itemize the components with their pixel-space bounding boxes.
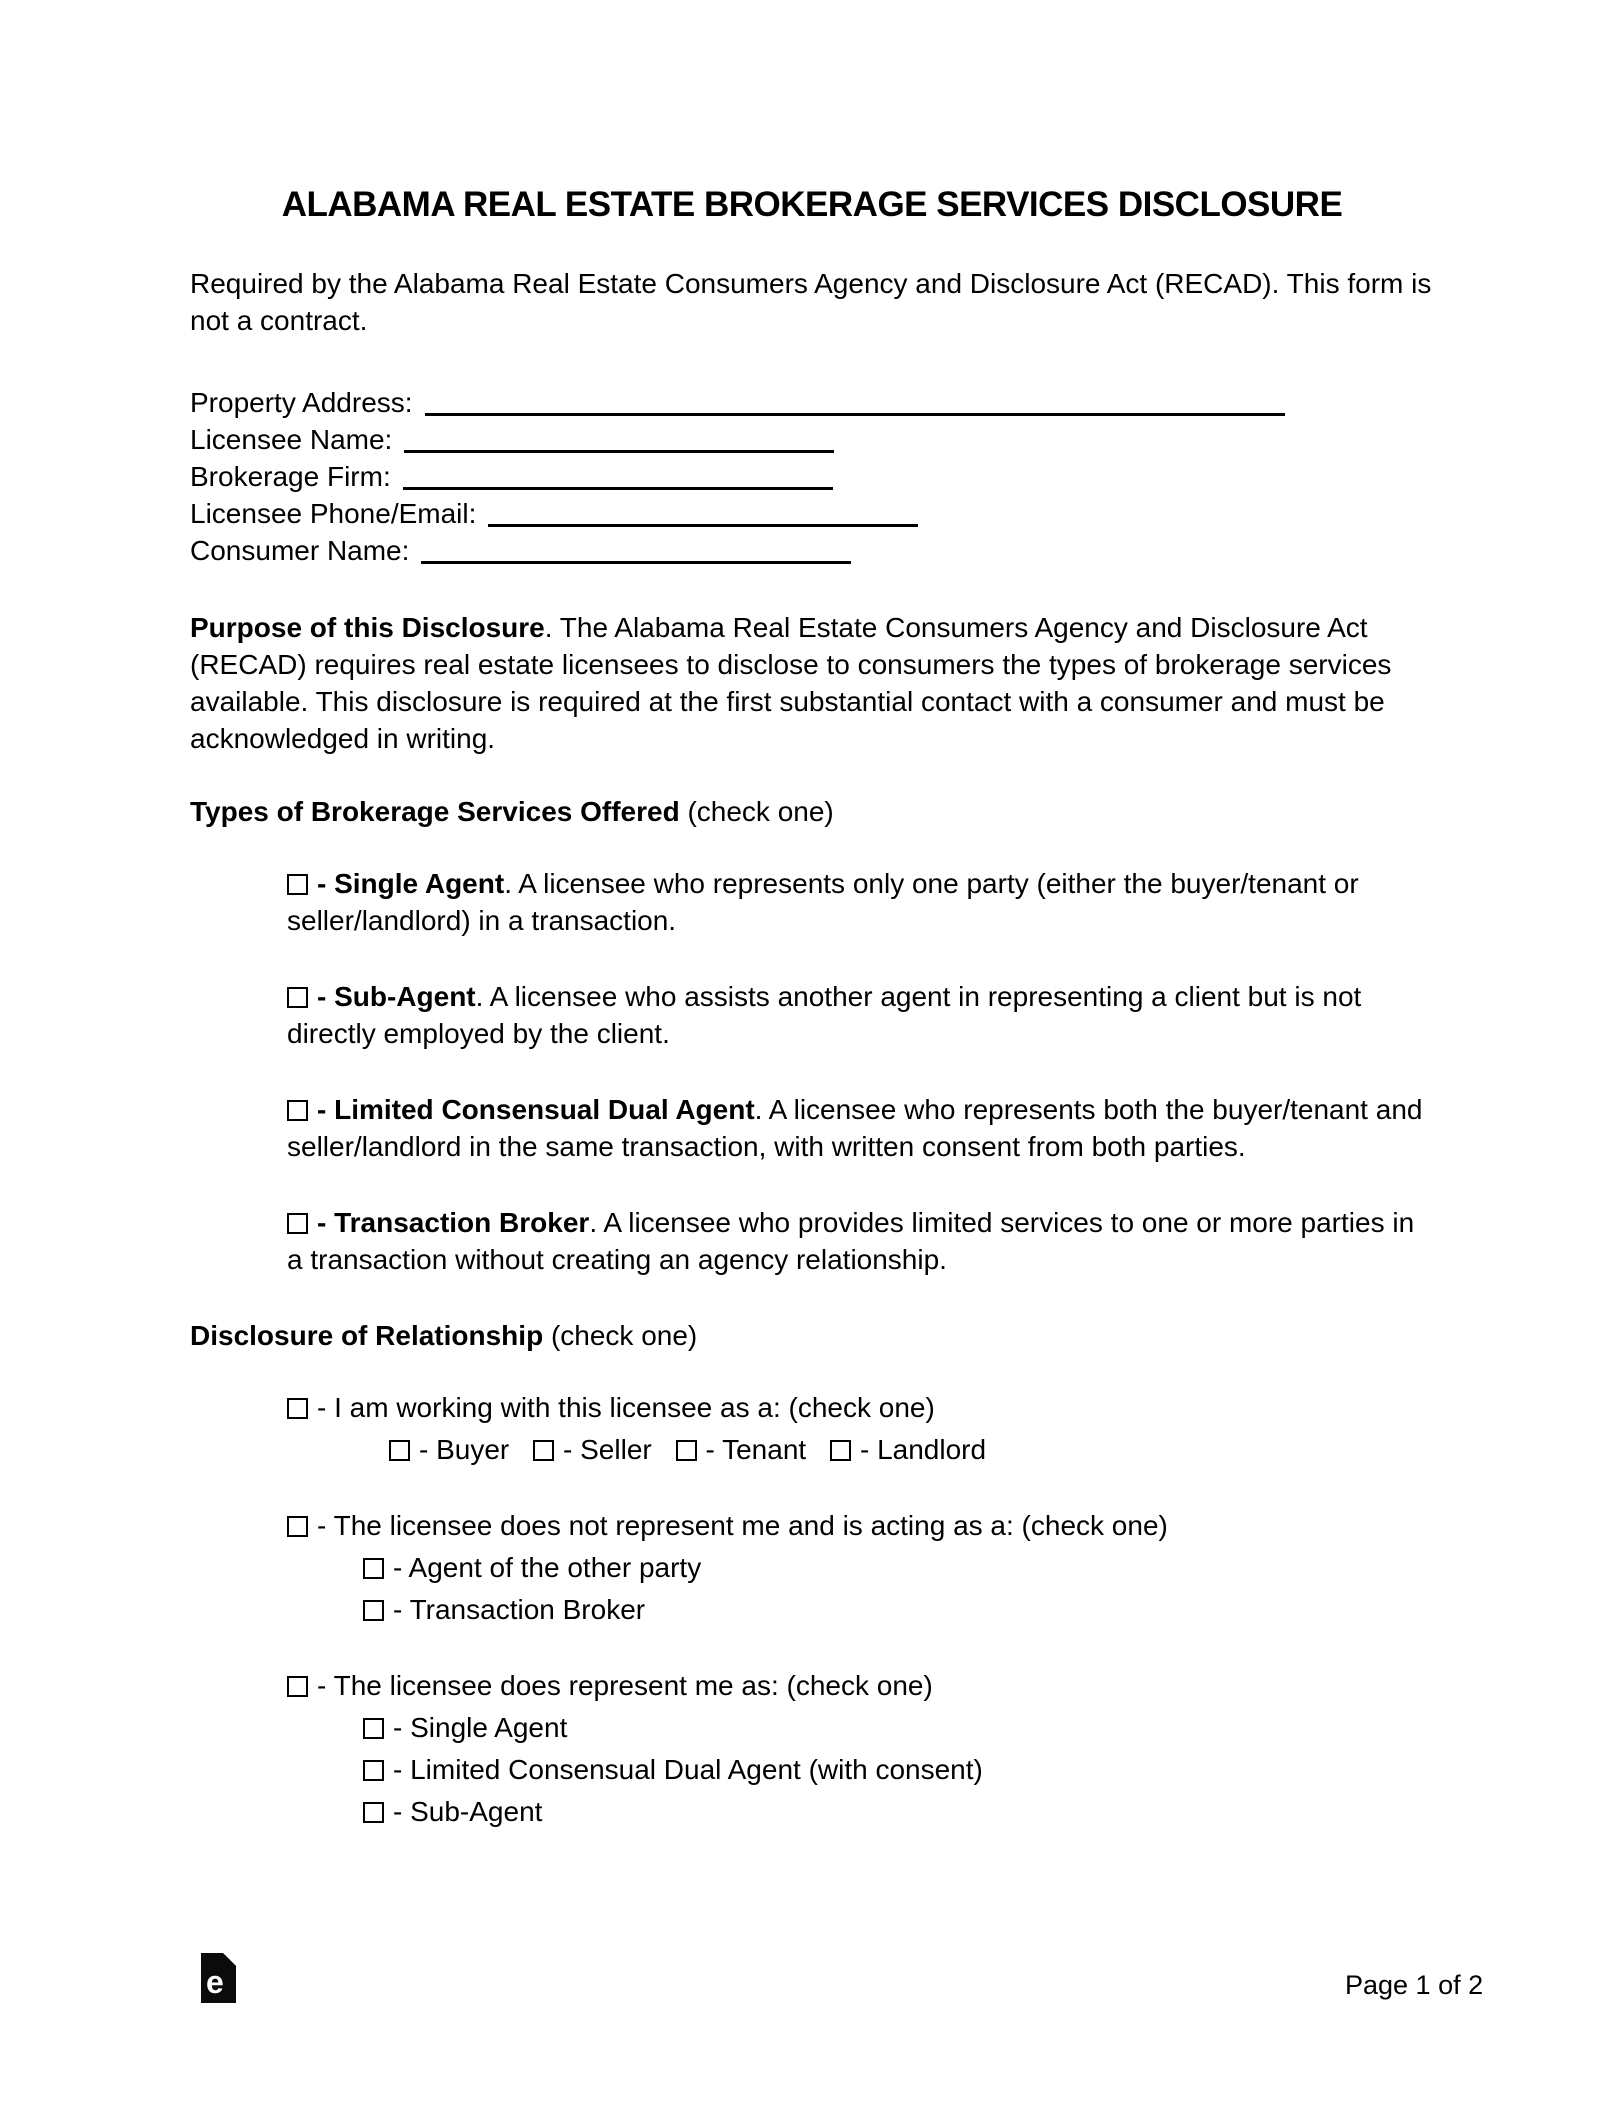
checkbox-tenant[interactable] [676,1440,697,1461]
field-property-address [190,384,1434,421]
service-name-sub-agent: - Sub-Agent [317,981,476,1012]
checkbox-agent-of-other-party[interactable] [363,1558,384,1579]
service-desc-transaction-broker: . A licensee who provides limited services to one or more parties in a transaction without creating an agency relationship. [287,1207,1415,1275]
suboption-sub-agent [190,1793,1434,1830]
purpose-heading: Purpose of this Disclosure [190,612,545,643]
option-not-represent-label: - The licensee does not represent me and is acting as a: (check one) [317,1510,1168,1541]
page-fold-flap-icon [225,1955,236,1966]
suboption-limited-consensual-dual-agent [190,1751,1434,1788]
relationship-option-represent [190,1667,1434,1830]
page-title: ALABAMA REAL ESTATE BROKERAGE SERVICES DISCLOSURE [281,185,1343,224]
field-label-licensee-name: Licensee Name: [190,424,393,455]
option-not-represent-row [190,1507,1434,1544]
page-number: Page 1 of 2 [1345,1970,1484,2000]
field-licensee-phone-email [190,495,1434,532]
services-heading-suffix: (check one) [679,796,834,827]
suboption-seller-label: - Seller [563,1434,652,1465]
checkbox-limited-consensual-dual-agent-sub[interactable] [363,1760,384,1781]
suboption-landlord-label: - Landlord [859,1434,987,1465]
service-option-sub-agent [190,978,1434,1052]
option-working-with-row [190,1389,1434,1426]
relationship-option-working-with [190,1389,1434,1468]
purpose-body: . The Alabama Real Estate Consumers Agency and Disclosure Act (RECAD) requires real estate licensees to disclose to consumers the types of brokerage services available. This disclosure is required at the first substantial contact with a consumer and must be acknowledged in writing. [190,612,1392,754]
checkbox-transaction-broker[interactable] [287,1213,308,1234]
intro-text: Required by the Alabama Real Estate Consumers Agency and Disclosure Act (RECAD). This form is not a contract. [190,268,1432,336]
checkbox-single-agent-sub[interactable] [363,1718,384,1739]
service-desc-sub-agent: . A licensee who assists another agent in representing a client but is not directly employed by the client. [287,981,1362,1049]
checkbox-buyer[interactable] [389,1440,410,1461]
relationship-option-not-represent [190,1507,1434,1628]
blank-line-licensee-name[interactable] [404,449,834,453]
relationship-heading-bold: Disclosure of Relationship [190,1320,544,1351]
field-label-consumer-name: Consumer Name: [190,535,410,566]
suboption-landlord [830,1434,986,1465]
checkbox-landlord[interactable] [830,1440,851,1461]
checkbox-limited-consensual-dual-agent[interactable] [287,1100,308,1121]
services-heading [190,793,1434,830]
option-represent-row [190,1667,1434,1704]
checkbox-sub-agent[interactable] [287,987,308,1008]
suboption-single-agent-label: - Single Agent [393,1712,568,1743]
suboption-seller [533,1434,652,1465]
services-heading-bold: Types of Brokerage Services Offered [190,796,680,827]
suboption-agent-of-other-party-label: - Agent of the other party [393,1552,702,1583]
service-option-single-agent [190,865,1434,939]
field-label-brokerage-firm: Brokerage Firm: [190,461,391,492]
suboption-limited-consensual-dual-agent-label: - Limited Consensual Dual Agent (with consent) [393,1754,983,1785]
checkbox-sub-agent-sub[interactable] [363,1802,384,1823]
suboption-tenant [676,1434,807,1465]
eforms-logo-letter: e [206,1964,224,2000]
checkbox-licensee-represent[interactable] [287,1676,308,1697]
service-desc-single-agent: . A licensee who represents only one party (either the buyer/tenant or seller/landlord) in a transaction. [287,868,1359,936]
service-option-limited-consensual-dual-agent [190,1091,1434,1165]
purpose-paragraph [190,609,1434,757]
blank-line-consumer-name[interactable] [421,560,851,564]
form-fields [190,384,1434,569]
field-consumer-name [190,532,1434,569]
suboption-transaction-broker-label: - Transaction Broker [393,1594,646,1625]
suboption-buyer-label: - Buyer [419,1434,510,1465]
suboption-sub-agent-label: - Sub-Agent [393,1796,543,1827]
suboption-transaction-broker [190,1591,1434,1628]
checkbox-working-with-licensee[interactable] [287,1398,308,1419]
checkbox-transaction-broker-sub[interactable] [363,1600,384,1621]
field-label-licensee-phone-email: Licensee Phone/Email: [190,498,477,529]
blank-line-property-address[interactable] [425,412,1285,416]
suboption-buyer [389,1434,509,1465]
field-brokerage-firm [190,458,1434,495]
option-working-with-label: - I am working with this licensee as a: (check one) [317,1392,935,1423]
service-name-limited-consensual-dual-agent: - Limited Consensual Dual Agent [317,1094,755,1125]
service-name-transaction-broker: - Transaction Broker [317,1207,590,1238]
checkbox-single-agent[interactable] [287,874,308,895]
suboption-single-agent [190,1709,1434,1746]
field-label-property-address: Property Address: [190,387,413,418]
option-working-with-choices [190,1431,1434,1468]
blank-line-licensee-phone-email[interactable] [488,523,918,527]
service-name-single-agent: - Single Agent [317,868,505,899]
blank-line-brokerage-firm[interactable] [403,486,833,490]
eforms-logo [201,1953,236,2003]
suboption-agent-of-other-party [190,1549,1434,1586]
field-licensee-name [190,421,1434,458]
service-desc-limited-consensual-dual-agent: . A licensee who represents both the buyer/tenant and seller/landlord in the same transaction, with written consent from both parties. [287,1094,1423,1162]
suboption-tenant-label: - Tenant [705,1434,807,1465]
relationship-heading [190,1317,1434,1354]
relationship-heading-suffix: (check one) [543,1320,698,1351]
option-represent-label: - The licensee does represent me as: (check one) [317,1670,933,1701]
checkbox-licensee-not-represent[interactable] [287,1516,308,1537]
service-option-transaction-broker [190,1204,1434,1278]
checkbox-seller[interactable] [533,1440,554,1461]
